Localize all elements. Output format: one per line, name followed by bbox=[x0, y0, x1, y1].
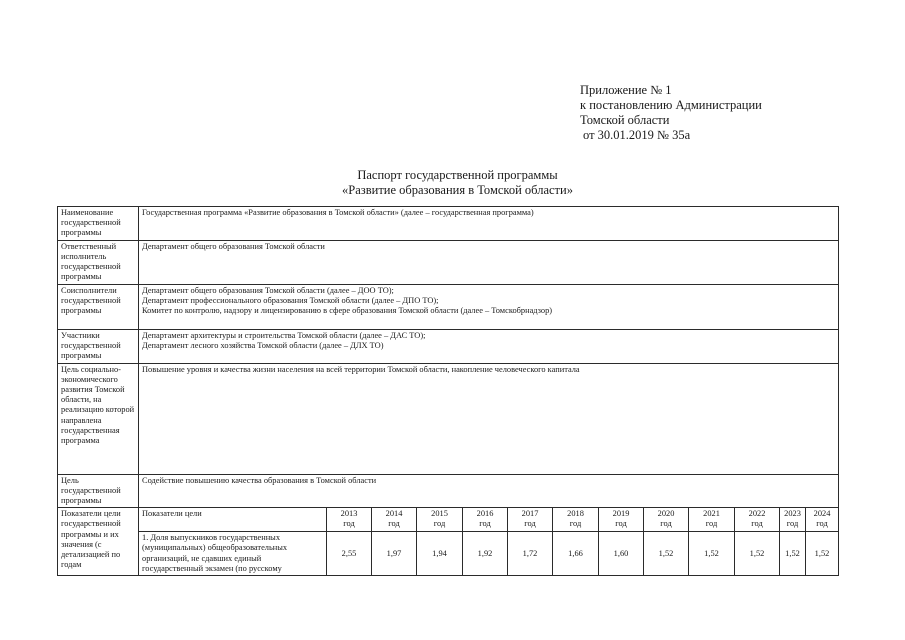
year-header: 2014 год bbox=[372, 508, 417, 532]
row-label: Цель социально-экономического развития Томской области, на реализацию которой направлена государственная программа bbox=[58, 363, 139, 474]
indicator-value: 1,52 bbox=[735, 532, 780, 576]
row-label: Показатели цели государственной программы и их значения (с детализацией по годам bbox=[58, 508, 139, 576]
year-header: 2016 год bbox=[463, 508, 508, 532]
row-label: Соисполнители государственной программы bbox=[58, 284, 139, 329]
row-label: Цель государственной программы bbox=[58, 474, 139, 508]
row-responsible-executor bbox=[58, 240, 839, 284]
indicator-value: 1,52 bbox=[689, 532, 735, 576]
document-title-line-1: Паспорт государственной программы bbox=[357, 168, 558, 182]
year-header: 2020 год bbox=[644, 508, 689, 532]
row-label: Ответственный исполнитель государственной программы bbox=[58, 240, 139, 284]
co-executor-item: Комитет по контролю, надзору и лицензированию в сфере образования Томской области (далее – Томскобрнадзор) bbox=[142, 306, 553, 316]
row-program-goal bbox=[58, 474, 839, 508]
co-executor-item: Департамент общего образования Томской области (далее – ДОО ТО); bbox=[142, 285, 394, 295]
appendix-header bbox=[580, 83, 762, 143]
row-value: Департамент общего образования Томской области bbox=[139, 240, 839, 284]
co-executor-item: Департамент профессионального образования Томской области (далее – ДПО ТО); bbox=[142, 295, 439, 305]
indicator-value: 1,94 bbox=[417, 532, 463, 576]
document-title bbox=[0, 168, 905, 198]
row-socio-economic-goal bbox=[58, 363, 839, 474]
year-header: 2023 год bbox=[780, 508, 806, 532]
passport-table bbox=[57, 206, 839, 576]
appendix-line-2: к постановлению Администрации bbox=[580, 98, 762, 112]
indicator-value: 1,52 bbox=[806, 532, 839, 576]
row-program-name bbox=[58, 207, 839, 241]
indicator-value: 1,92 bbox=[463, 532, 508, 576]
year-header: 2013 год bbox=[327, 508, 372, 532]
indicators-column-header: Показатели цели bbox=[139, 508, 327, 532]
indicator-value: 2,55 bbox=[327, 532, 372, 576]
indicator-text: 1. Доля выпускников государственных (муниципальных) общеобразовательных организаций, не сдавших единый государственный экзамен (по русскому bbox=[139, 532, 327, 576]
participant-item: Департамент лесного хозяйства Томской области (далее – ДЛХ ТО) bbox=[142, 340, 384, 350]
row-participants bbox=[58, 329, 839, 363]
appendix-line-3: Томской области bbox=[580, 113, 670, 127]
year-header: 2024 год bbox=[806, 508, 839, 532]
appendix-line-1: Приложение № 1 bbox=[580, 83, 672, 97]
year-header: 2017 год bbox=[508, 508, 553, 532]
indicator-value: 1,66 bbox=[553, 532, 599, 576]
year-header: 2019 год bbox=[599, 508, 644, 532]
year-header: 2021 год bbox=[689, 508, 735, 532]
indicator-value: 1,97 bbox=[372, 532, 417, 576]
indicator-value: 1,52 bbox=[644, 532, 689, 576]
row-value bbox=[139, 284, 839, 329]
indicator-value: 1,52 bbox=[780, 532, 806, 576]
document-title-line-2: «Развитие образования в Томской области» bbox=[342, 183, 573, 197]
row-value: Государственная программа «Развитие образования в Томской области» (далее – государственная программа) bbox=[139, 207, 839, 241]
row-indicator-1 bbox=[58, 532, 839, 576]
row-value bbox=[139, 329, 839, 363]
participant-item: Департамент архитектуры и строительства Томской области (далее – ДАС ТО); bbox=[142, 330, 426, 340]
row-co-executors bbox=[58, 284, 839, 329]
row-indicators-header bbox=[58, 508, 839, 532]
appendix-line-4: от 30.01.2019 № 35а bbox=[583, 128, 691, 142]
row-label: Участники государственной программы bbox=[58, 329, 139, 363]
indicator-value: 1,72 bbox=[508, 532, 553, 576]
year-header: 2022 год bbox=[735, 508, 780, 532]
indicator-value: 1,60 bbox=[599, 532, 644, 576]
year-header: 2015 год bbox=[417, 508, 463, 532]
row-label: Наименование государственной программы bbox=[58, 207, 139, 241]
row-value: Содействие повышению качества образования в Томской области bbox=[139, 474, 839, 508]
year-header: 2018 год bbox=[553, 508, 599, 532]
row-value: Повышение уровня и качества жизни населения на всей территории Томской области, накопление человеческого капитала bbox=[139, 363, 839, 474]
